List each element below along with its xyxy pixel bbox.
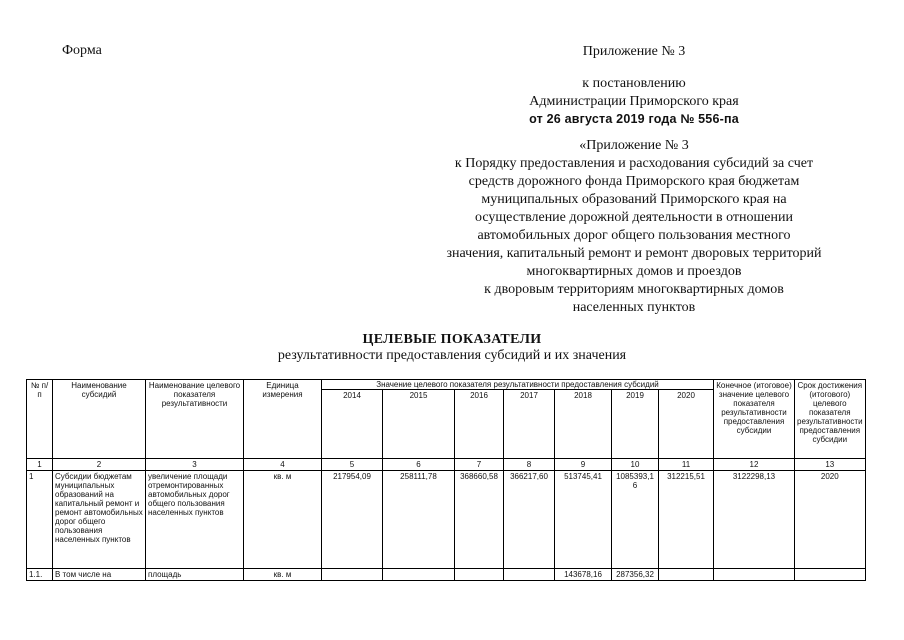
column-number: 9 (555, 459, 612, 471)
header-year: 2016 (455, 390, 504, 459)
row-value (659, 569, 714, 581)
row-no: 1 (27, 471, 53, 569)
row-no: 1.1. (27, 569, 53, 581)
administration-line: Администрации Приморского края (529, 94, 739, 109)
row-value: 287356,32 (612, 569, 659, 581)
row-subsidy-name: Субсидии бюджетам муниципальных образований на капитальный ремонт и ремонт автомобильных дорог общего пользования населенных пунктов (53, 471, 146, 569)
column-number: 2 (53, 459, 146, 471)
procedure-line: средств дорожного фонда Приморского края бюджетам (468, 174, 800, 189)
procedure-line: значения, капитальный ремонт и ремонт дворовых территорий (446, 246, 822, 261)
document-title: ЦЕЛЕВЫЕ ПОКАЗАТЕЛИ (362, 332, 542, 347)
procedure-line: автомобильных дорог общего пользования местного (477, 228, 791, 243)
procedure-line: осуществление дорожной деятельности в отношении (475, 210, 793, 225)
procedure-block (434, 155, 834, 317)
column-number: 7 (455, 459, 504, 471)
row-value: 217954,09 (322, 471, 383, 569)
row-value (383, 569, 455, 581)
column-number: 11 (659, 459, 714, 471)
header-deadline: Срок достижения (итогового) целевого показателя результативности предоставления субсидии (795, 380, 866, 459)
table-row (27, 569, 866, 581)
row-final-value: 3122298,13 (714, 471, 795, 569)
row-value: 258111,78 (383, 471, 455, 569)
row-value (504, 569, 555, 581)
appendix-quote: «Приложение № 3 (579, 138, 689, 153)
row-value: 143678,16 (555, 569, 612, 581)
row-value (455, 569, 504, 581)
to-decree-line: к постановлению (582, 76, 686, 91)
column-number: 1 (27, 459, 53, 471)
row-unit: кв. м (244, 569, 322, 581)
column-number: 8 (504, 459, 555, 471)
header-indicator-name: Наименование целевого показателя результативности (146, 380, 244, 459)
header-year: 2014 (322, 390, 383, 459)
row-value: 1085393,16 (612, 471, 659, 569)
column-number: 5 (322, 459, 383, 471)
row-unit: кв. м (244, 471, 322, 569)
column-number: 12 (714, 459, 795, 471)
header-final-value: Конечное (итоговое) значение целевого показателя результативности предоставления субсидии (714, 380, 795, 459)
column-number: 10 (612, 459, 659, 471)
header-year: 2015 (383, 390, 455, 459)
header-year: 2017 (504, 390, 555, 459)
header-no: № п/п (27, 380, 53, 459)
procedure-line: населенных пунктов (572, 300, 696, 315)
row-value (322, 569, 383, 581)
row-value: 312215,51 (659, 471, 714, 569)
row-indicator-name: площадь (146, 569, 244, 581)
header-unit: Единица измерения (244, 380, 322, 459)
procedure-line: муниципальных образований Приморского края на (481, 192, 787, 207)
row-indicator-name: увеличение площади отремонтированных автомобильных дорог общего пользования населенных пунктов (146, 471, 244, 569)
row-value: 513745,41 (555, 471, 612, 569)
row-value: 368660,58 (455, 471, 504, 569)
row-deadline (795, 569, 866, 581)
column-number: 6 (383, 459, 455, 471)
row-deadline: 2020 (795, 471, 866, 569)
table-row (27, 471, 866, 569)
header-row (27, 380, 866, 390)
procedure-line: к Порядку предоставления и расходования субсидий за счет (454, 156, 814, 171)
document-subtitle: результативности предоставления субсидий и их значения (277, 348, 627, 363)
header-year: 2018 (555, 390, 612, 459)
appendix-title: Приложение № 3 (582, 44, 686, 59)
column-number: 3 (146, 459, 244, 471)
header-values-group: Значение целевого показателя результативности предоставления субсидий (322, 380, 714, 390)
header-year: 2019 (612, 390, 659, 459)
column-number: 13 (795, 459, 866, 471)
column-number: 4 (244, 459, 322, 471)
column-numbers-row (27, 459, 866, 471)
indicators-table (26, 379, 866, 581)
row-final-value (714, 569, 795, 581)
header-subsidy-name: Наименование субсидий (53, 380, 146, 459)
procedure-line: к дворовым территориям многоквартирных домов (484, 282, 784, 297)
header-year: 2020 (659, 390, 714, 459)
row-value: 366217,60 (504, 471, 555, 569)
form-label: Форма (62, 43, 102, 58)
row-subsidy-name: В том числе на (53, 569, 146, 581)
procedure-line: многоквартирных домов и проездов (526, 264, 742, 279)
decree-date: от 26 августа 2019 года № 556-па (529, 112, 739, 126)
